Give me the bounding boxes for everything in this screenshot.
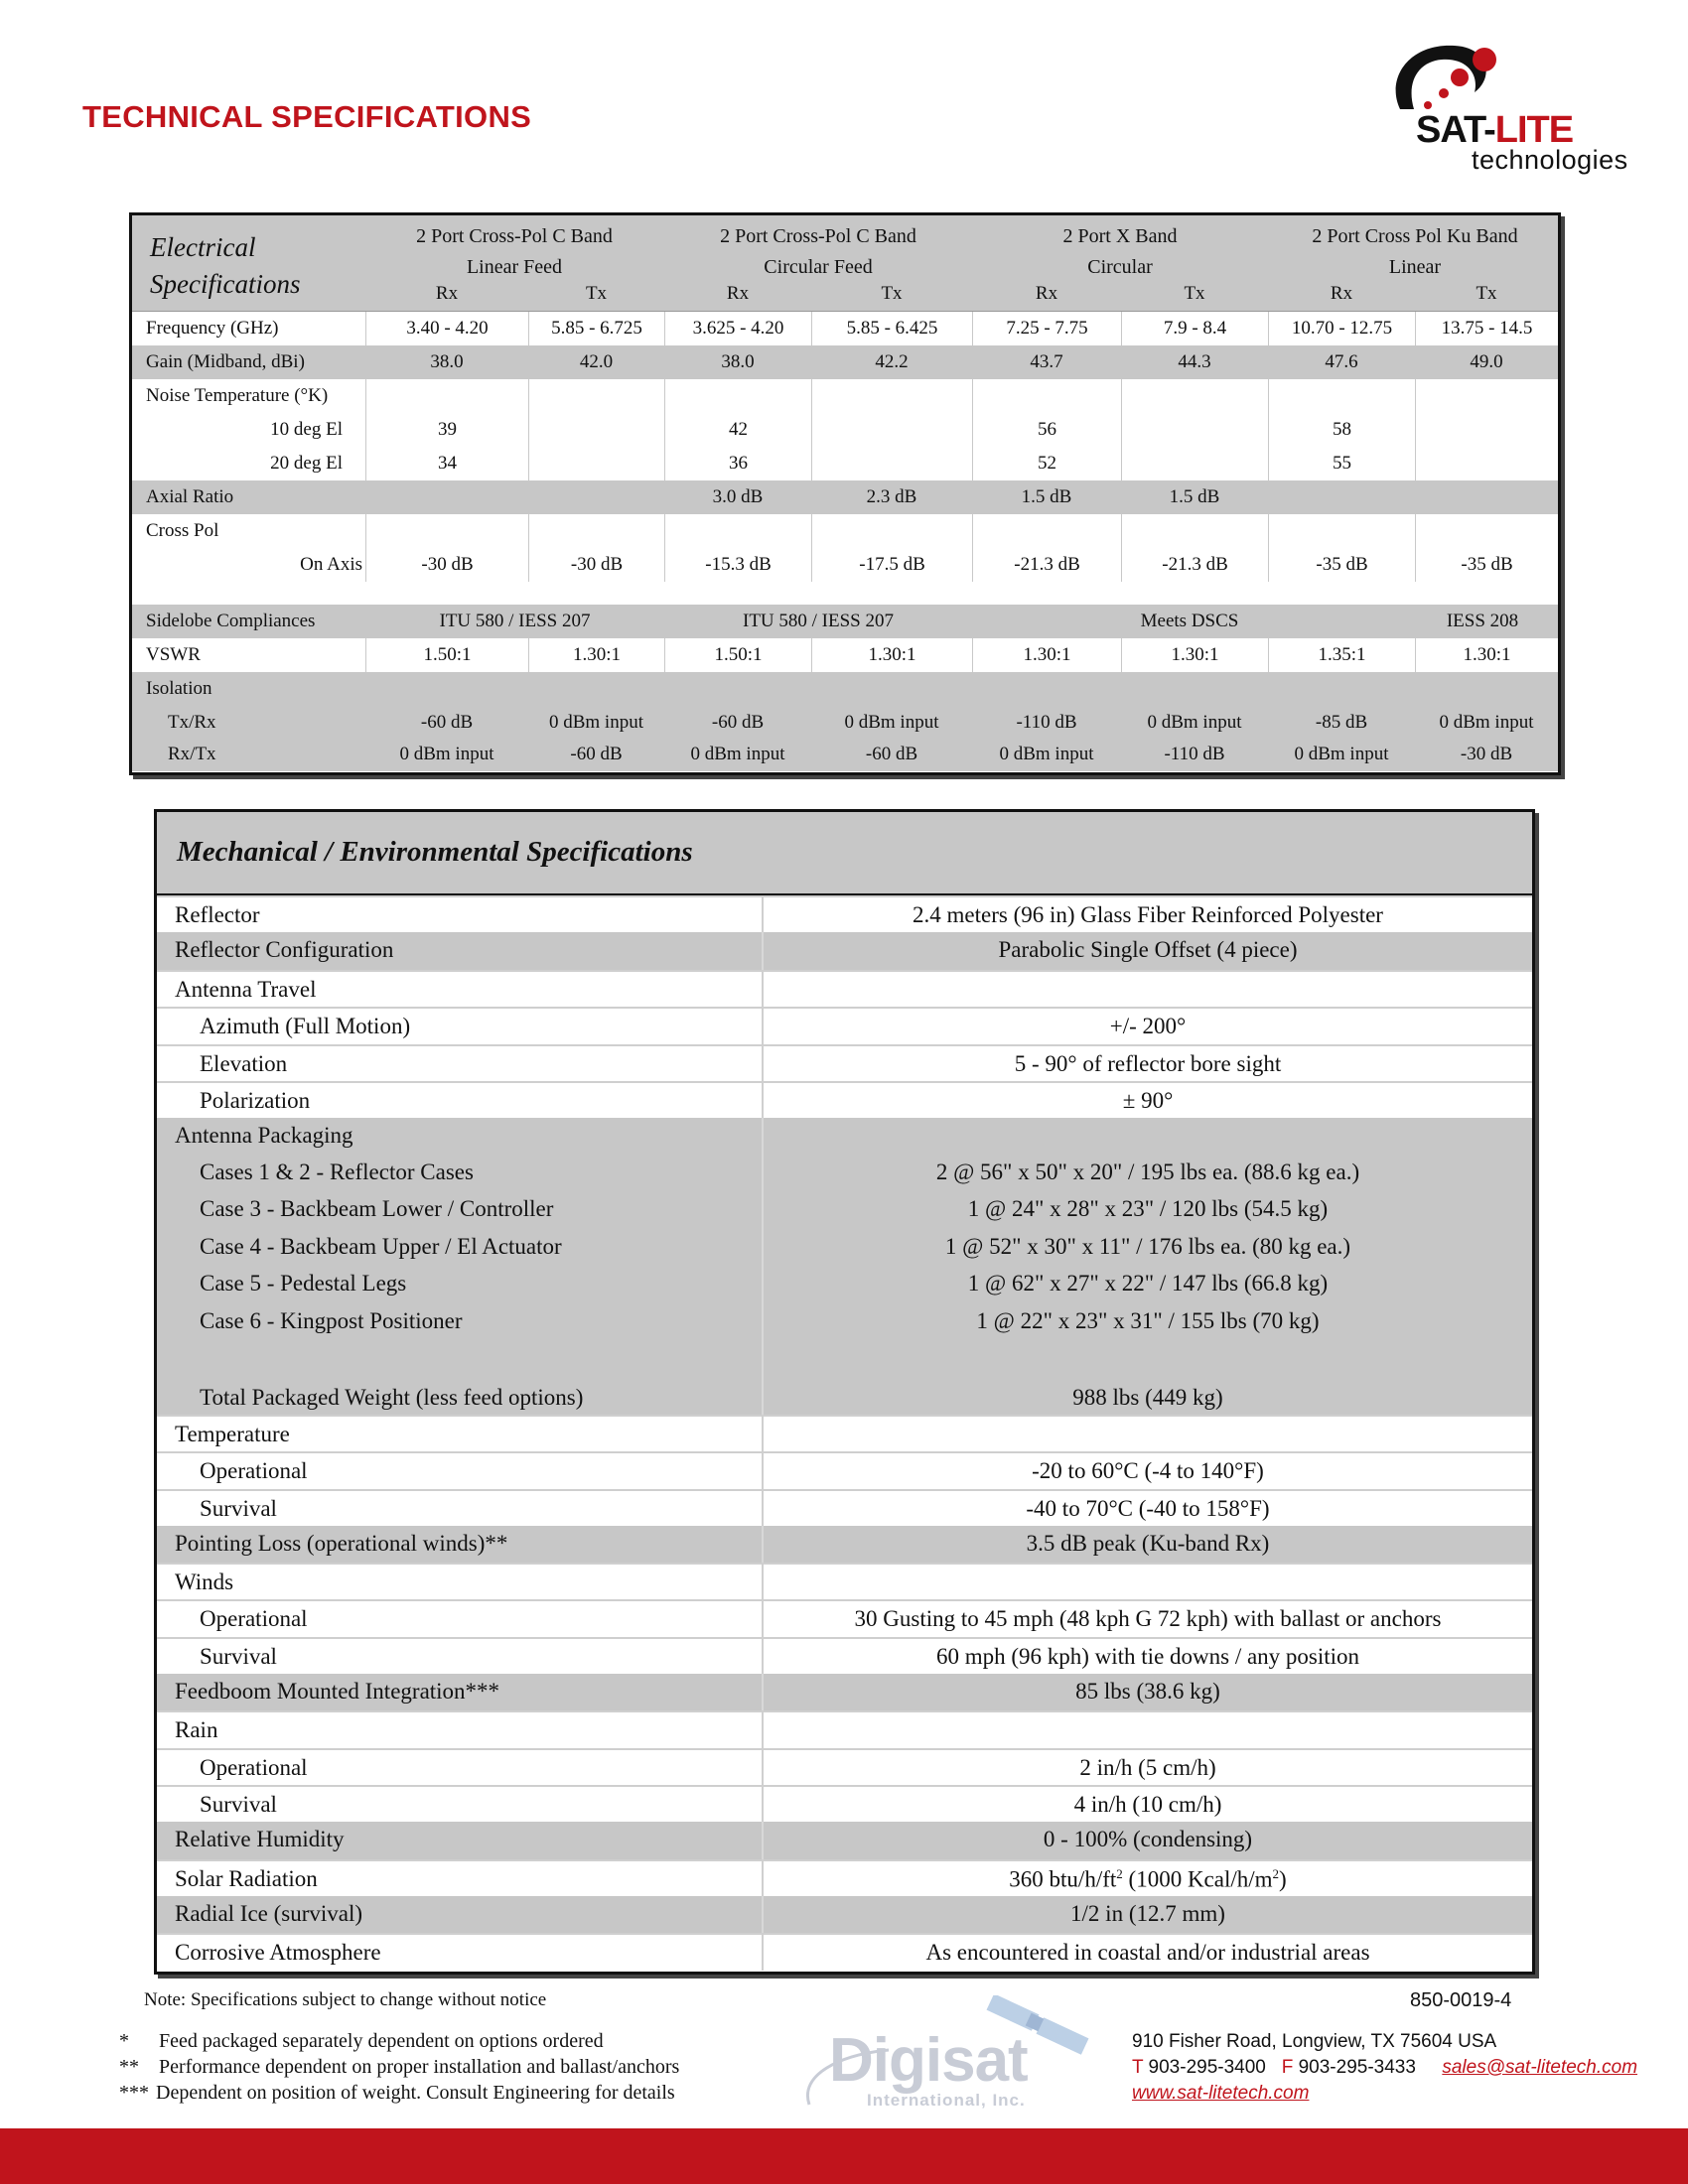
row-value: -40 to 70°C (-40 to 158°F) [1026,1496,1270,1521]
row-value: 2 @ 56" x 50" x 20" / 195 lbs ea. (88.6 kg ea.) [935,1160,1360,1184]
row-label: Operational [200,1755,308,1780]
table-cell [528,514,664,548]
table-cell [1268,514,1415,548]
website-line [1132,2083,1309,2105]
fax: 903-295-3433 [1293,2057,1416,2078]
row-value: 0 - 100% (condensing) [1043,1827,1253,1851]
table-cell: 0 dBm input [399,744,494,764]
row-value: 1 @ 24" x 28" x 23" / 120 lbs (54.5 kg) [967,1196,1329,1221]
row-label: Solar Radiation [175,1866,318,1891]
mechanical-row [157,1563,1532,1599]
email-link[interactable]: sales@sat-litetech.com [1442,2057,1638,2078]
table-cell: 44.3 [1178,351,1211,372]
row-label: VSWR [146,644,201,665]
row-label: Corrosive Atmosphere [175,1940,381,1965]
disclaimer-note: Note: Specifications subject to change without notice [144,1989,547,2010]
row-label: Temperature [175,1422,290,1446]
table-cell: 5.85 - 6.425 [811,312,972,345]
mechanical-row [157,1526,1532,1563]
row-value: 1 @ 22" x 23" x 31" / 155 lbs (70 kg) [976,1308,1320,1333]
footer-bar [0,2128,1688,2184]
row-label: Case 5 - Pedestal Legs [200,1271,407,1296]
row-label: Reflector [175,902,260,927]
table-cell: 1.30:1 [1121,638,1268,672]
mechanical-row [157,1191,1532,1229]
table-cell: 43.7 [1030,351,1063,372]
row-label: Rain [175,1717,218,1742]
table-cell: 10.70 - 12.75 [1268,312,1415,345]
table-cell: 56 [972,413,1121,447]
table-cell: ITU 580 / IESS 207 [439,611,591,631]
row-label: On Axis [300,554,362,575]
table-cell [1415,379,1558,413]
mechanical-row [157,1822,1532,1859]
tx-header: Tx [1476,283,1497,304]
row-label: Survival [200,1792,277,1817]
row-value: As encountered in coastal and/or industrial areas [925,1940,1370,1965]
table-cell: 3.0 dB [712,486,764,507]
electrical-row-el20 [132,447,1558,480]
row-label: Antenna Travel [175,977,317,1002]
page-title: TECHNICAL SPECIFICATIONS [82,99,532,134]
row-label: Total Packaged Weight (less feed options) [200,1385,584,1410]
mechanical-row [157,1415,1532,1451]
row-value: 85 lbs (38.6 kg) [1075,1679,1220,1704]
table-cell: 42.2 [875,351,909,372]
table-cell: ITU 580 / IESS 207 [743,611,894,631]
row-value: 3.5 dB peak (Ku-band Rx) [1026,1531,1270,1556]
table-cell: -60 dB [420,712,474,733]
row-value: 1/2 in (12.7 mm) [1070,1901,1225,1926]
band-header: 2 Port X Band Circular [1062,225,1178,278]
table-cell: 34 [365,447,528,480]
contact-line: T 903-295-3400 F 903-295-3433 sales@sat-litetech.com [1132,2057,1638,2078]
table-cell [1121,447,1268,480]
row-label: Azimuth (Full Motion) [200,1014,411,1038]
mechanical-row [157,1933,1532,1969]
mechanical-row [157,1710,1532,1748]
table-cell: 2.3 dB [866,486,917,507]
electrical-specs-table [129,212,1561,775]
address: 910 Fisher Road, Longview, TX 75604 USA [1132,2031,1497,2052]
table-cell: 55 [1268,447,1415,480]
sat-lite-logo [1380,38,1628,182]
row-label: Gain (Midband, dBi) [146,351,305,372]
table-cell [811,447,972,480]
table-cell: 3.625 - 4.20 [664,312,811,345]
table-cell: 42 [664,413,811,447]
table-cell: -85 dB [1315,712,1368,733]
table-cell [365,514,528,548]
table-cell: -110 dB [1164,744,1225,764]
table-cell: -60 dB [865,744,918,764]
table-cell: 1.5 dB [1169,486,1220,507]
table-cell: Meets DSCS [1140,611,1239,631]
table-cell [811,514,972,548]
mechanical-row [157,1155,1532,1191]
rx-header: Rx [726,283,750,304]
table-cell: 39 [365,413,528,447]
row-label: Noise Temperature (°K) [146,385,329,406]
mechanical-row [157,1081,1532,1118]
table-cell: -21.3 dB [1121,548,1268,582]
table-cell: -30 dB [1460,744,1513,764]
row-value: 2.4 meters (96 in) Glass Fiber Reinforced Polyester [913,902,1383,927]
electrical-row-gain [132,345,1558,379]
row-label: 20 deg El [270,453,343,474]
mechanical-row [157,1229,1532,1266]
row-label: Axial Ratio [146,486,234,507]
table-cell [1121,413,1268,447]
table-cell [1415,514,1558,548]
electrical-row-vswr [132,638,1558,672]
table-cell: 1.35:1 [1268,638,1415,672]
tx-header: Tx [881,283,903,304]
mechanical-row [157,1637,1532,1674]
table-cell: -30 dB [365,548,528,582]
table-cell [365,379,528,413]
electrical-row-noise [132,379,1558,413]
mechanical-row [157,1748,1532,1785]
table-cell: 7.25 - 7.75 [972,312,1121,345]
phone: 903-295-3400 [1143,2057,1266,2078]
electrical-row-crosspol [132,514,1558,548]
mechanical-row [157,1451,1532,1489]
table-cell: -17.5 dB [811,548,972,582]
table-cell: 1.5 dB [1021,486,1072,507]
tx-header: Tx [585,283,608,304]
table-cell: 38.0 [430,351,464,372]
electrical-row-frequency [132,312,1558,345]
row-value: ± 90° [1122,1088,1174,1113]
footnote: *** Dependent on position of weight. Consult Engineering for details [119,2082,675,2104]
row-value: 5 - 90° of reflector bore sight [1014,1051,1282,1076]
logo-tagline: technologies [1472,145,1628,175]
row-label: Case 4 - Backbeam Upper / El Actuator [200,1234,562,1259]
mechanical-row [157,895,1532,932]
mechanical-row [157,1044,1532,1081]
mechanical-row [157,1859,1532,1896]
electrical-row-el10 [132,413,1558,447]
mechanical-row [157,1785,1532,1822]
table-cell [1268,379,1415,413]
table-cell: -15.3 dB [664,548,811,582]
row-value: 360 btu/$h/ft^2$ (1000 Kcal/$h/m^2$) [1009,1866,1287,1892]
row-value: Parabolic Single Offset (4 piece) [998,937,1298,962]
table-cell [972,514,1121,548]
document-number: 850-0019-4 [1410,1989,1512,2011]
table-cell: -35 dB [1415,548,1558,582]
table-cell: 1.30:1 [1415,638,1558,672]
table-cell: 1.30:1 [972,638,1121,672]
table-cell [811,413,972,447]
row-label: Pointing Loss (operational winds)** [175,1531,508,1556]
mechanical-row [157,970,1532,1007]
table-cell: IESS 208 [1446,611,1519,631]
table-cell [1415,413,1558,447]
table-cell: 36 [664,447,811,480]
row-label: Isolation [146,678,212,699]
electrical-row-rxtx [132,738,1558,771]
row-label: Case 3 - Backbeam Lower / Controller [200,1196,554,1221]
table-cell [664,514,811,548]
table-cell [664,379,811,413]
row-label: Tx/Rx [168,712,216,733]
row-label: Operational [200,1458,308,1483]
electrical-row-onaxis [132,548,1558,582]
band-header: 2 Port Cross-Pol C Band Linear Feed [416,225,613,278]
row-value: 988 lbs (449 kg) [1072,1385,1223,1410]
row-label: Survival [200,1644,277,1669]
table-cell [811,379,972,413]
mechanical-row [157,1674,1532,1710]
rx-header: Rx [1330,283,1353,304]
table-cell: 0 dBm input [548,712,643,733]
rx-header: Rx [1035,283,1058,304]
table-cell: 7.9 - 8.4 [1121,312,1268,345]
table-cell: 1.30:1 [811,638,972,672]
mechanical-title: Mechanical / Environmental Specifications [177,836,693,868]
row-label: Cross Pol [146,520,219,541]
table-cell: 1.30:1 [528,638,664,672]
table-cell: 38.0 [721,351,755,372]
row-label: Survival [200,1496,277,1521]
table-cell: 0 dBm input [1439,712,1534,733]
table-cell [528,379,664,413]
row-value: +/- 200° [1109,1014,1187,1038]
table-cell: 52 [972,447,1121,480]
tx-header: Tx [1184,283,1205,304]
row-label: Relative Humidity [175,1827,345,1851]
mechanical-row [157,1266,1532,1303]
band-header: 2 Port Cross Pol Ku Band Linear [1312,225,1518,278]
row-label: Rx/Tx [168,744,216,764]
electrical-title: Electrical Specifications [150,232,301,299]
electrical-row-axial [132,480,1558,514]
table-cell [1415,447,1558,480]
table-cell: 58 [1268,413,1415,447]
logo-brand: SAT-LITE [1416,109,1574,151]
row-label: 10 deg El [270,419,343,440]
electrical-row-sidelobe [132,605,1558,638]
table-cell [1268,480,1415,514]
row-label: Polarization [200,1088,311,1113]
table-cell: -30 dB [528,548,664,582]
row-label: Elevation [200,1051,288,1076]
row-value: 60 mph (96 kph) with tie downs / any position [935,1644,1360,1669]
row-label: Radial Ice (survival) [175,1901,363,1926]
row-value: 4 in/h (10 cm/h) [1073,1792,1222,1817]
row-value: 1 @ 52" x 30" x 11" / 176 lbs ea. (80 kg ea.) [944,1234,1351,1259]
table-cell [365,480,528,514]
table-cell [1121,379,1268,413]
mechanical-row [157,1007,1532,1044]
row-value: -20 to 60°C (-4 to 140°F) [1032,1458,1264,1483]
row-label: Cases 1 & 2 - Reflector Cases [200,1160,474,1184]
table-cell: 5.85 - 6.725 [528,312,664,345]
table-cell: -110 dB [1016,712,1077,733]
mechanical-header [157,812,1532,896]
table-cell: -60 dB [570,744,623,764]
table-cell: 42.0 [579,351,614,372]
mechanical-row [157,1303,1532,1340]
table-cell: 0 dBm input [1294,744,1389,764]
row-value: 1 @ 62" x 27" x 22" / 147 lbs (66.8 kg) [967,1271,1329,1296]
table-cell: 13.75 - 14.5 [1415,312,1558,345]
mechanical-row [157,1599,1532,1637]
digisat-logo [799,1995,1097,2124]
row-label: Sidelobe Compliances [146,611,316,631]
table-cell [1121,514,1268,548]
table-cell: 47.6 [1325,351,1358,372]
mechanical-row [157,1118,1532,1155]
table-cell: 1.50:1 [365,638,528,672]
electrical-header [132,215,1558,312]
row-label: Operational [200,1606,308,1631]
website-link[interactable]: www.sat-litetech.com [1132,2083,1310,2104]
table-cell: 3.40 - 4.20 [365,312,528,345]
band-header: 2 Port Cross-Pol C Band Circular Feed [720,225,916,278]
table-cell: 0 dBm input [844,712,939,733]
row-label: Frequency (GHz) [146,318,279,339]
table-cell [1415,480,1558,514]
row-label: Feedboom Mounted Integration*** [175,1679,500,1704]
table-cell [528,413,664,447]
row-value: 2 in/h (5 cm/h) [1079,1755,1216,1780]
table-cell [528,447,664,480]
table-cell: 49.0 [1470,351,1503,372]
table-cell: -35 dB [1268,548,1415,582]
footnote: ** Performance dependent on proper installation and ballast/anchors [119,2056,680,2078]
table-cell: 1.50:1 [664,638,811,672]
mechanical-specs-table [154,809,1535,1975]
row-label: Winds [175,1570,234,1594]
table-cell [528,480,664,514]
mechanical-row [157,1489,1532,1526]
row-label: Case 6 - Kingpost Positioner [200,1308,463,1333]
row-value: 30 Gusting to 45 mph (48 kph G 72 kph) with ballast or anchors [854,1606,1442,1631]
table-cell: 0 dBm input [690,744,785,764]
digisat-wordmark: Digisat [829,2026,1028,2095]
rx-header: Rx [435,283,459,304]
mechanical-row [157,1340,1532,1415]
electrical-row-isolation [132,672,1558,706]
mechanical-row [157,1896,1532,1933]
table-cell: -21.3 dB [972,548,1121,582]
table-cell: 0 dBm input [999,744,1094,764]
row-label: Antenna Packaging [175,1123,353,1148]
digisat-subtitle: International, Inc. [867,2091,1026,2110]
table-cell: -60 dB [711,712,765,733]
electrical-row-txrx [132,706,1558,740]
table-cell: 0 dBm input [1147,712,1242,733]
mechanical-row [157,932,1532,970]
row-label: Reflector Configuration [175,937,394,962]
table-cell [972,379,1121,413]
footnote: * Feed packaged separately dependent on options ordered [119,2030,604,2052]
